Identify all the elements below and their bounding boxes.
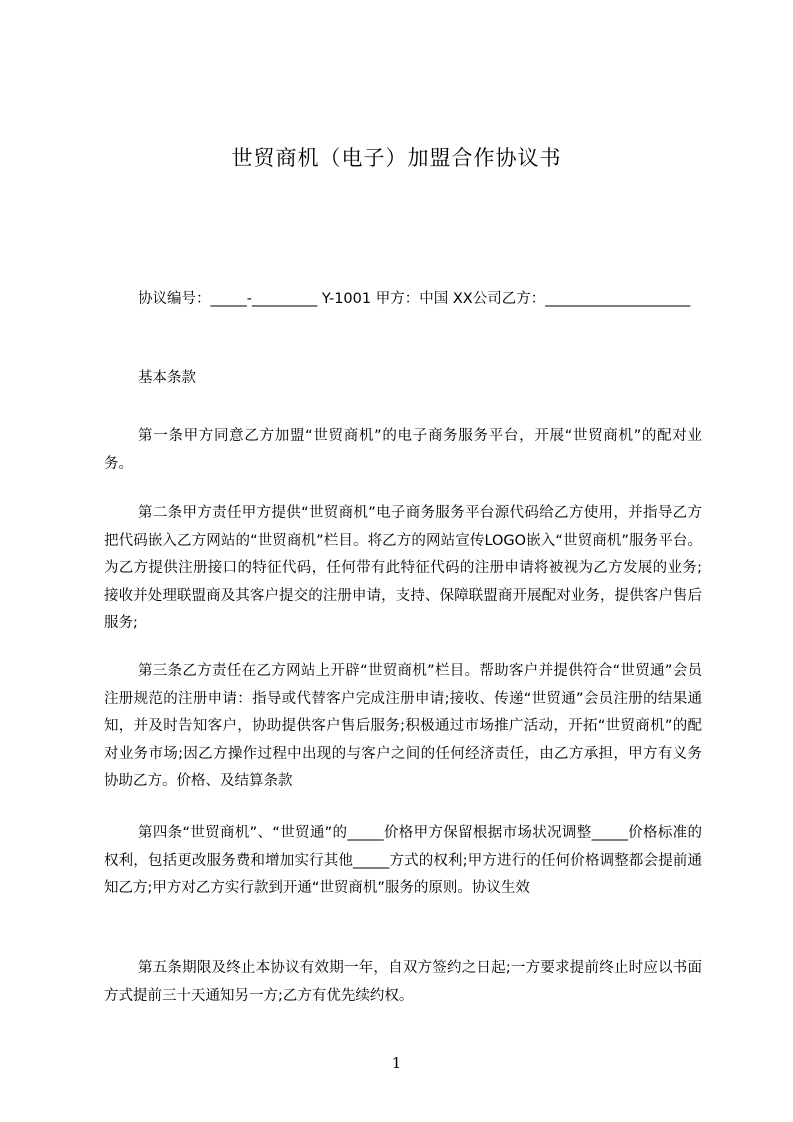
agreement-number-line: 协议编号：_____-_________ Y-1001 甲方：中国 XX公司乙方：____________________ [138,291,691,307]
article-5: 第五条期限及终止本协议有效期一年，自双方签约之日起;一方要求提前终止时应以书面方式提前三十天通知另一方;乙方有优先续约权。 [104,960,702,1004]
document-title: 世贸商机（电子）加盟合作协议书 [231,146,562,170]
article-2: 第二条甲方责任甲方提供“世贸商机”电子商务服务平台源代码给乙方使用，并指导乙方把代码嵌入乙方网站的“世贸商机”栏目。将乙方的网站宣传LOGO嵌入“世贸商机”服务平台。为乙方提供注册接口的特征代码，任何带有此特征代码的注册申请将被视为乙方发展的业务;接收并处理联盟商及其客户提交的注册申请，支持、保障联盟商开展配对业务，提供客户售后服务; [104,505,702,631]
article-4: 第四条“世贸商机”、“世贸通”的_____价格甲方保留根据市场状况调整_____价格标准的权利，包括更改服务费和增加实行其他_____方式的权利;甲方进行的任何价格调整都会提前通知乙方;甲方对乙方实行款到开通“世贸商机”服务的原则。协议生效 [104,825,702,896]
article-3: 第三条乙方责任在乙方网站上开辟“世贸商机”栏目。帮助客户并提供符合“世贸通”会员注册规范的注册申请：指导或代替客户完成注册申请;接收、传递“世贸通”会员注册的结果通知，并及时告知客户，协助提供客户售后服务;积极通过市场推广活动，开拓“世贸商机”的配对业务市场;因乙方操作过程中出现的与客户之间的任何经济责任，由乙方承担，甲方有义务协助乙方。价格、及结算条款 [104,663,702,789]
article-1: 第一条甲方同意乙方加盟“世贸商机”的电子商务服务平台，开展“世贸商机”的配对业务。 [104,428,702,472]
page-number: 1 [391,1054,402,1072]
section-heading: 基本条款 [138,370,196,386]
